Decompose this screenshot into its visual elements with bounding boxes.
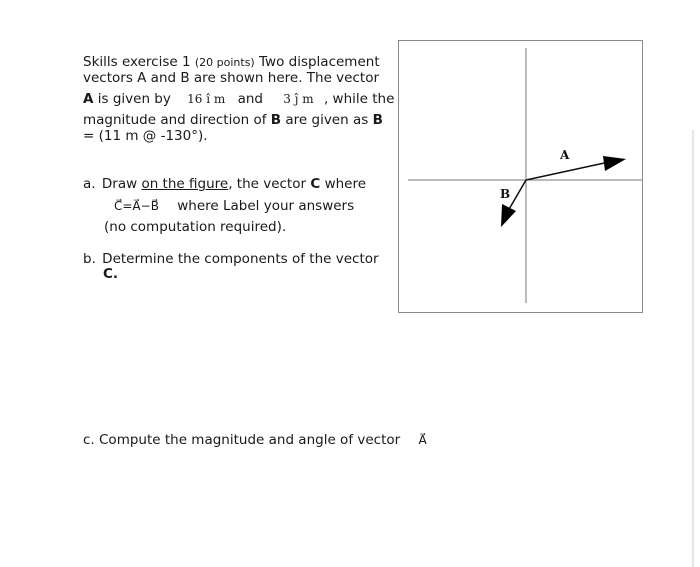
vector-a-label: A	[560, 148, 570, 162]
vector-figure[interactable]	[398, 40, 643, 313]
vector-c-bold: C	[310, 176, 321, 192]
vector-b-arrowhead	[501, 204, 516, 227]
vector-a-bold: A	[83, 91, 94, 107]
part-a-where: where	[324, 176, 367, 192]
part-a-draw: Draw	[101, 176, 138, 192]
points-label: (20 points)	[194, 56, 255, 69]
intro-line-3	[83, 90, 394, 108]
given-as-text: are given as	[285, 112, 369, 128]
part-b-text: Determine the components of the vector	[102, 251, 379, 267]
part-c-text: c. Compute the magnitude and angle of vector	[83, 432, 401, 448]
vector-b-bold-2: B	[372, 112, 383, 128]
c-equation: C⃗=A⃗−B⃗	[114, 199, 159, 213]
intro-line-5: = (11 m @ -130°).	[83, 128, 208, 144]
page-edge-divider	[692, 130, 694, 567]
intro-line-2: vectors A and B are shown here. The vector	[83, 70, 379, 86]
part-a-label-answers: where Label your answers	[177, 198, 355, 214]
part-b-line-2	[103, 265, 118, 283]
vector-c-bold-b: C.	[103, 266, 119, 282]
title-rest: Two displacement	[259, 54, 380, 70]
vector-b-label: B	[500, 187, 511, 201]
part-a-marker: a.	[83, 176, 96, 192]
part-a-line-1	[83, 175, 366, 193]
a-y-component: 3 ĵ m	[283, 92, 314, 106]
part-a-line-3: (no computation required).	[104, 219, 287, 235]
vector-b-line	[508, 180, 526, 211]
while-the: , while the	[323, 91, 395, 107]
part-a-line-2	[114, 197, 354, 215]
part-b-line-1	[83, 250, 379, 268]
magnitude-text: magnitude and direction of	[83, 112, 267, 128]
vector-a-arrowhead	[603, 156, 626, 171]
part-c-vector-a: A⃗	[418, 433, 427, 447]
is-given-by: is given by	[97, 91, 171, 107]
vector-b-bold: B	[270, 112, 282, 128]
part-a-vector: , the vector	[228, 176, 307, 192]
part-a-on-figure: on the figure	[141, 176, 229, 192]
a-x-component: 16 î m	[187, 92, 226, 106]
exercise-title: Skills exercise 1	[83, 54, 191, 70]
vector-a-line	[526, 162, 609, 180]
part-c-line	[83, 431, 427, 449]
part-b-marker: b.	[83, 251, 96, 267]
vector-diagram	[399, 41, 642, 312]
and-word: and	[237, 91, 263, 107]
